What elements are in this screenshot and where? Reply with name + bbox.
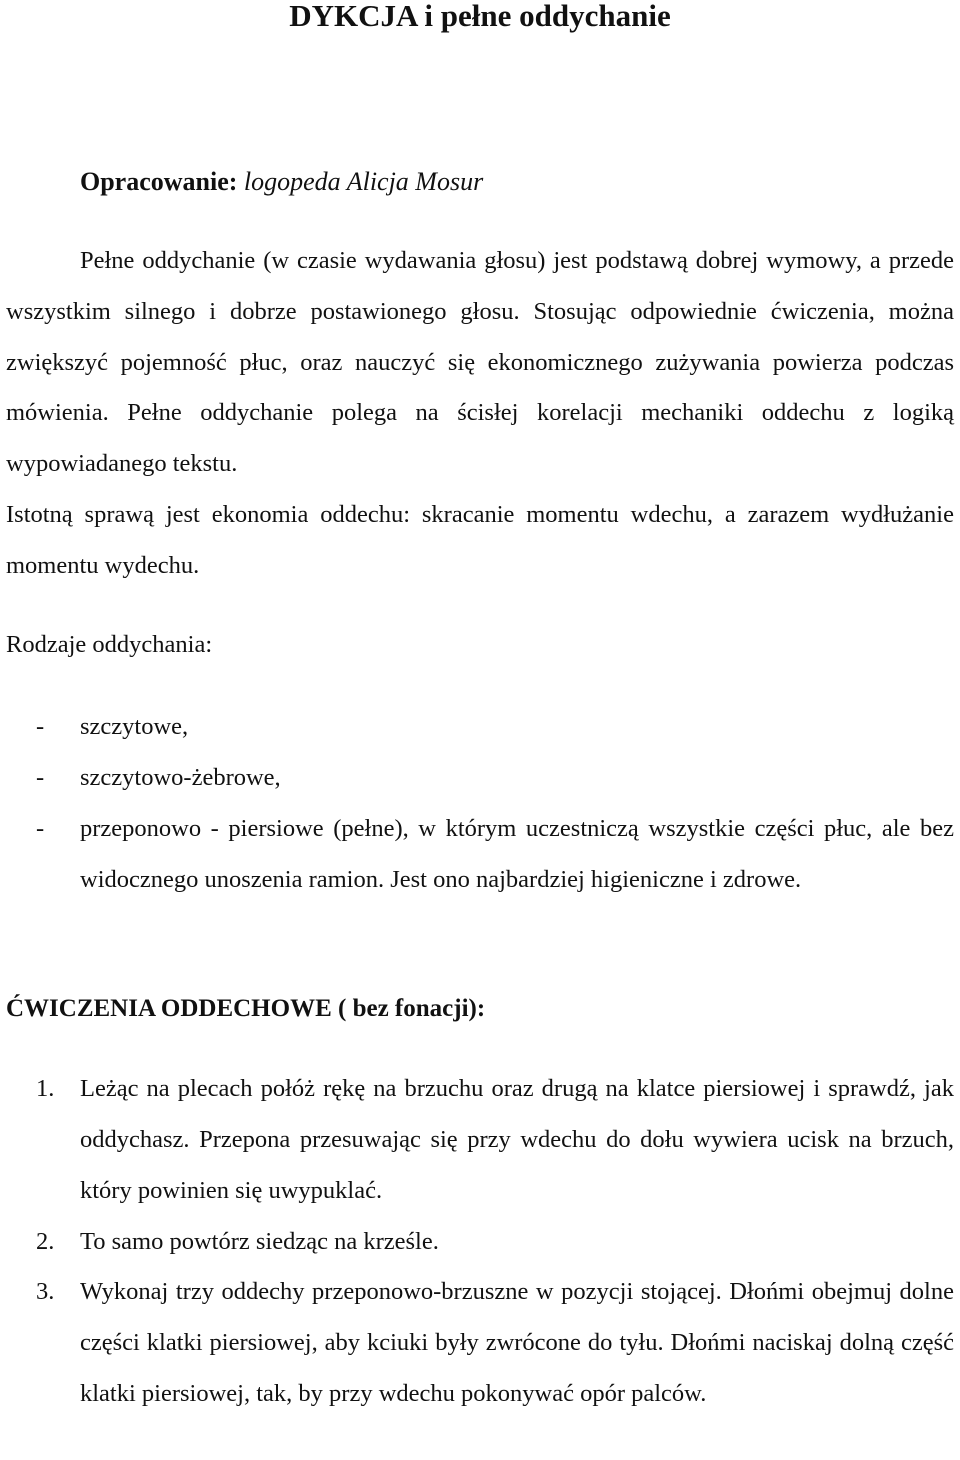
list-marker: - [36,713,45,740]
list-item [36,753,954,804]
list-item [36,804,954,906]
list-item-text: szczytowo-żebrowe, [80,764,281,791]
exercise-text: To samo powtórz siedząc na krześle. [80,1228,439,1255]
exercise-item [36,1063,954,1216]
list-item-text: szczytowe, [80,713,189,740]
exercise-number: 1. [36,1075,55,1102]
breathing-types-label: Rodzaje oddychania: [6,631,213,658]
exercise-text: Wykonaj trzy oddechy przeponowo-brzuszne w pozycji stojącej. Dłońmi obejmuj dolne części klatki piersiowej, aby kciuki były zwrócone do tyłu. Dłońmi naciskaj dolną część klatki piersiowej, tak, by przy wdechu pokonywać opór palców. [80,1278,954,1407]
exercises-heading: ĆWICZENIA ODDECHOWE ( bez fonacji): [6,995,486,1022]
exercise-item [36,1266,954,1419]
author-label: Opracowanie: [80,167,244,196]
list-item [36,702,954,753]
exercise-item [36,1216,954,1267]
intro-paragraph-economy: Istotną sprawą jest ekonomia oddechu: skracanie momentu wdechu, a zarazem wydłużanie momentu wydechu. [6,501,954,579]
exercise-number: 2. [36,1228,55,1255]
author-name: logopeda Alicja Mosur [243,167,484,196]
document-title: DYKCJA i pełne oddychanie [289,0,671,33]
list-marker: - [36,815,45,842]
intro-paragraph: Pełne oddychanie (w czasie wydawania głosu) jest podstawą dobrej wymowy, a przede wszystkim silnego i dobrze postawionego głosu. Stosując odpowiednie ćwiczenia, można zwiększyć pojemność płuc, oraz nauczyć się ekonomicznego zużywania powierza podczas mówienia. Pełne oddychanie polega na ścisłej korelacji mechaniki oddechu z logiką wypowiadanego tekstu. [6,247,954,478]
list-item-text: przeponowo - piersiowe (pełne), w którym uczestniczą wszystkie części płuc, ale bez widocznego unoszenia ramion. Jest ono najbardziej higieniczne i zdrowe. [80,815,954,893]
list-marker: - [36,764,45,791]
exercise-number: 3. [36,1278,55,1305]
exercise-text: Leżąc na plecach połóż rękę na brzuchu oraz drugą na klatce piersiowej i sprawdź, jak oddychasz. Przepona przesuwając się przy wdechu do dołu wywiera ucisk na brzuch, który powinien się uwypuklać. [80,1075,954,1204]
author-line [80,160,483,204]
